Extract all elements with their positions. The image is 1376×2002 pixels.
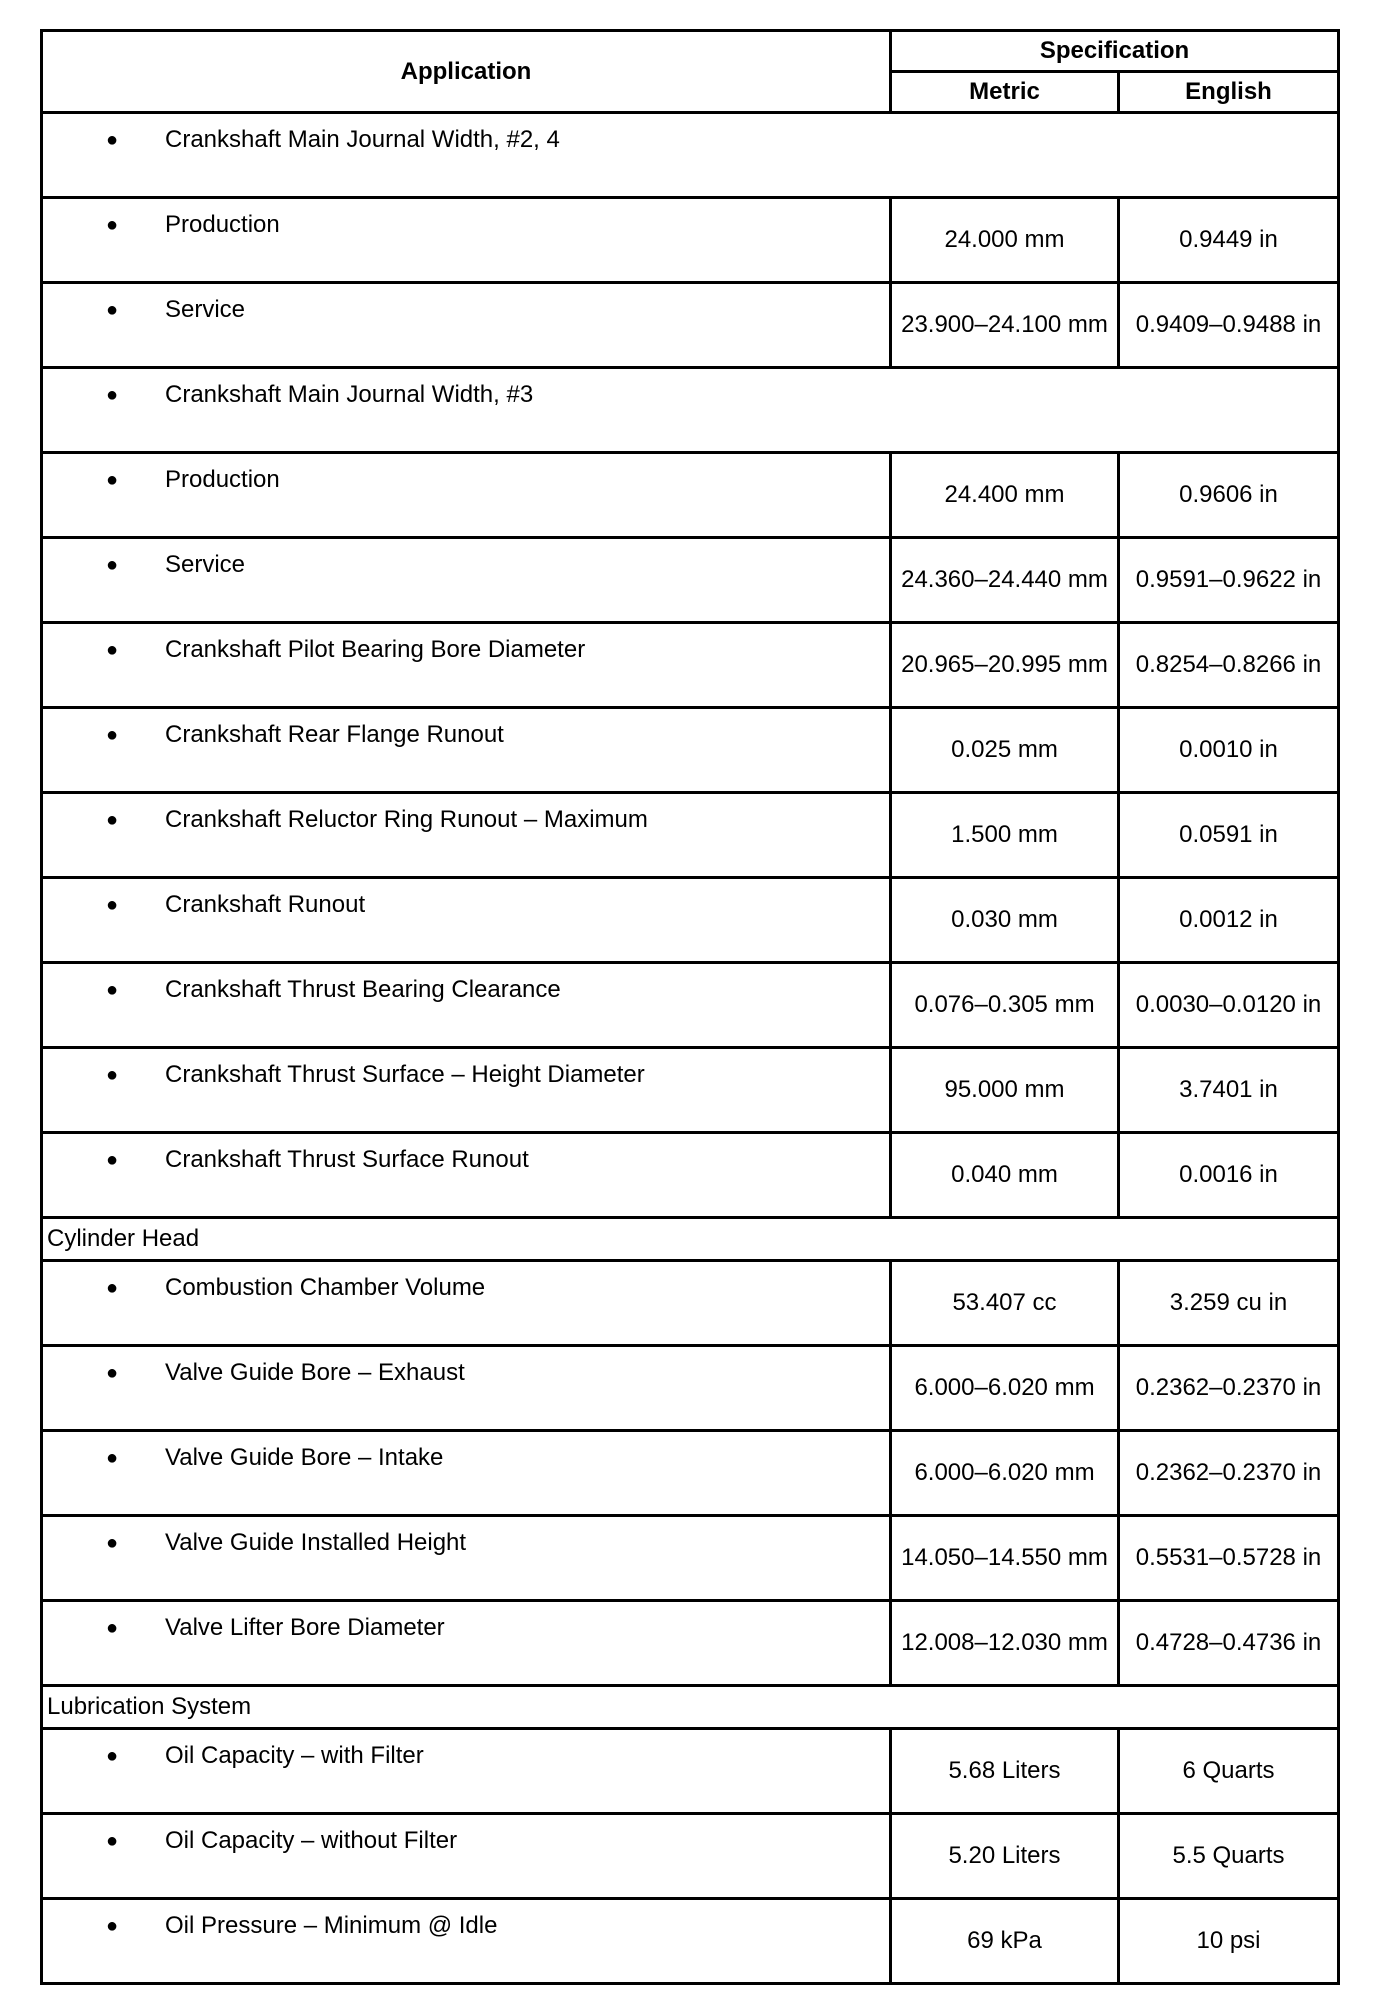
application-cell xyxy=(42,1899,891,1984)
metric-value: 6.000–6.020 mm xyxy=(891,1431,1119,1516)
metric-value: 24.360–24.440 mm xyxy=(891,538,1119,623)
bullet-icon: ● xyxy=(105,384,119,406)
bullet-icon: ● xyxy=(105,299,119,321)
english-value: 0.0012 in xyxy=(1119,878,1339,963)
application-cell xyxy=(42,1431,891,1516)
application-cell xyxy=(42,538,891,623)
application-label: Valve Lifter Bore Diameter xyxy=(165,1614,445,1641)
english-value: 5.5 Quarts xyxy=(1119,1814,1339,1899)
bullet-icon: ● xyxy=(105,1745,119,1767)
application-label: Service xyxy=(165,296,246,323)
application-label: Crankshaft Thrust Surface – Height Diameter xyxy=(165,1061,645,1088)
english-value: 0.4728–0.4736 in xyxy=(1119,1601,1339,1686)
table-row xyxy=(42,1261,1339,1346)
application-cell xyxy=(42,1133,891,1218)
english-value: 0.0016 in xyxy=(1119,1133,1339,1218)
table-row xyxy=(42,1048,1339,1133)
metric-value: 95.000 mm xyxy=(891,1048,1119,1133)
application-cell xyxy=(42,793,891,878)
metric-value: 24.400 mm xyxy=(891,453,1119,538)
metric-value: 12.008–12.030 mm xyxy=(891,1601,1119,1686)
application-label: Combustion Chamber Volume xyxy=(165,1274,486,1301)
english-value: 0.0591 in xyxy=(1119,793,1339,878)
english-value: 0.9591–0.9622 in xyxy=(1119,538,1339,623)
english-value: 0.9449 in xyxy=(1119,198,1339,283)
bullet-icon: ● xyxy=(105,1617,119,1639)
application-cell xyxy=(42,1814,891,1899)
application-cell xyxy=(42,453,891,538)
application-label: Oil Pressure – Minimum @ Idle xyxy=(165,1912,498,1939)
table-row xyxy=(42,1899,1339,1984)
table-row xyxy=(42,793,1339,878)
english-value: 3.259 cu in xyxy=(1119,1261,1339,1346)
bullet-icon: ● xyxy=(105,214,119,236)
table-row xyxy=(42,963,1339,1048)
table-row xyxy=(42,198,1339,283)
table-row xyxy=(42,1431,1339,1516)
metric-value: 6.000–6.020 mm xyxy=(891,1346,1119,1431)
bullet-icon: ● xyxy=(105,1362,119,1384)
bullet-icon: ● xyxy=(105,1830,119,1852)
application-label: Crankshaft Main Journal Width, #2, 4 xyxy=(165,126,560,153)
section-heading: Lubrication System xyxy=(42,1686,1339,1729)
application-cell xyxy=(42,198,891,283)
section-row xyxy=(42,1218,1339,1261)
table-row xyxy=(42,1516,1339,1601)
application-label: Service xyxy=(165,551,246,578)
header-english: English xyxy=(1119,72,1339,113)
bullet-icon: ● xyxy=(105,724,119,746)
table-row xyxy=(42,453,1339,538)
metric-value: 20.965–20.995 mm xyxy=(891,623,1119,708)
english-value: 3.7401 in xyxy=(1119,1048,1339,1133)
english-value: 0.2362–0.2370 in xyxy=(1119,1431,1339,1516)
application-cell xyxy=(42,113,1339,198)
metric-value: 69 kPa xyxy=(891,1899,1119,1984)
english-value: 0.0010 in xyxy=(1119,708,1339,793)
bullet-icon: ● xyxy=(105,1447,119,1469)
application-label: Valve Guide Bore – Exhaust xyxy=(165,1359,465,1386)
application-cell xyxy=(42,878,891,963)
metric-value: 0.076–0.305 mm xyxy=(891,963,1119,1048)
application-cell xyxy=(42,1516,891,1601)
table-row xyxy=(42,283,1339,368)
header-metric: Metric xyxy=(891,72,1119,113)
bullet-icon: ● xyxy=(105,1277,119,1299)
application-label: Production xyxy=(165,466,280,493)
application-label: Crankshaft Main Journal Width, #3 xyxy=(165,381,534,408)
application-cell xyxy=(42,368,1339,453)
application-label: Valve Guide Installed Height xyxy=(165,1529,467,1556)
bullet-icon: ● xyxy=(105,1915,119,1937)
metric-value: 23.900–24.100 mm xyxy=(891,283,1119,368)
english-value: 0.0030–0.0120 in xyxy=(1119,963,1339,1048)
bullet-icon: ● xyxy=(105,639,119,661)
table-row xyxy=(42,1729,1339,1814)
application-label: Crankshaft Thrust Bearing Clearance xyxy=(165,976,561,1003)
table-row xyxy=(42,1133,1339,1218)
application-label: Crankshaft Pilot Bearing Bore Diameter xyxy=(165,636,586,663)
metric-value: 0.040 mm xyxy=(891,1133,1119,1218)
section-row xyxy=(42,1686,1339,1729)
application-cell xyxy=(42,963,891,1048)
bullet-icon: ● xyxy=(105,894,119,916)
metric-value: 5.68 Liters xyxy=(891,1729,1119,1814)
bullet-icon: ● xyxy=(105,554,119,576)
english-value: 0.8254–0.8266 in xyxy=(1119,623,1339,708)
table-body xyxy=(42,113,1339,1984)
bullet-icon: ● xyxy=(105,129,119,151)
section-heading: Cylinder Head xyxy=(42,1218,1339,1261)
table-row xyxy=(42,113,1339,198)
application-label: Crankshaft Thrust Surface Runout xyxy=(165,1146,529,1173)
bullet-icon: ● xyxy=(105,809,119,831)
table-row xyxy=(42,538,1339,623)
application-label: Oil Capacity – without Filter xyxy=(165,1827,458,1854)
bullet-icon: ● xyxy=(105,1532,119,1554)
table-row xyxy=(42,623,1339,708)
english-value: 0.5531–0.5728 in xyxy=(1119,1516,1339,1601)
application-cell xyxy=(42,708,891,793)
table-row xyxy=(42,1814,1339,1899)
application-label: Crankshaft Runout xyxy=(165,891,366,918)
bullet-icon: ● xyxy=(105,1064,119,1086)
table-row xyxy=(42,878,1339,963)
table-row xyxy=(42,1601,1339,1686)
metric-value: 14.050–14.550 mm xyxy=(891,1516,1119,1601)
application-cell xyxy=(42,1601,891,1686)
english-value: 0.9606 in xyxy=(1119,453,1339,538)
table-row xyxy=(42,1346,1339,1431)
metric-value: 5.20 Liters xyxy=(891,1814,1119,1899)
application-label: Crankshaft Reluctor Ring Runout – Maximum xyxy=(165,806,648,833)
metric-value: 1.500 mm xyxy=(891,793,1119,878)
application-cell xyxy=(42,1261,891,1346)
application-cell xyxy=(42,1048,891,1133)
specification-table xyxy=(40,29,1340,1985)
application-cell xyxy=(42,283,891,368)
metric-value: 0.030 mm xyxy=(891,878,1119,963)
table-row xyxy=(42,368,1339,453)
application-label: Crankshaft Rear Flange Runout xyxy=(165,721,504,748)
header-specification: Specification xyxy=(891,31,1339,72)
application-cell xyxy=(42,1346,891,1431)
english-value: 10 psi xyxy=(1119,1899,1339,1984)
application-cell xyxy=(42,623,891,708)
metric-value: 0.025 mm xyxy=(891,708,1119,793)
bullet-icon: ● xyxy=(105,469,119,491)
bullet-icon: ● xyxy=(105,1149,119,1171)
header-application: Application xyxy=(42,31,891,113)
application-label: Production xyxy=(165,211,280,238)
english-value: 0.2362–0.2370 in xyxy=(1119,1346,1339,1431)
metric-value: 24.000 mm xyxy=(891,198,1119,283)
application-cell xyxy=(42,1729,891,1814)
english-value: 0.9409–0.9488 in xyxy=(1119,283,1339,368)
metric-value: 53.407 cc xyxy=(891,1261,1119,1346)
application-label: Oil Capacity – with Filter xyxy=(165,1742,424,1769)
table-row xyxy=(42,708,1339,793)
english-value: 6 Quarts xyxy=(1119,1729,1339,1814)
bullet-icon: ● xyxy=(105,979,119,1001)
application-label: Valve Guide Bore – Intake xyxy=(165,1444,444,1471)
